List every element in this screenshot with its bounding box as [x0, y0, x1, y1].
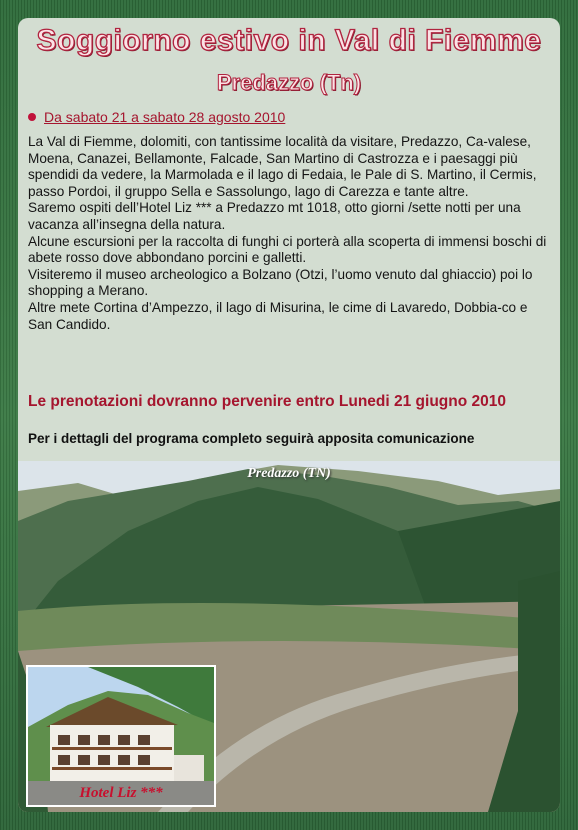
hotel-inset-photo [26, 665, 216, 807]
paragraph: Alcune escursioni per la raccolta di funghi ci porterà alla scoperta di immensi boschi di abete rosso dove abbondano porcini e galletti. [28, 233, 547, 266]
booking-deadline: Le prenotazioni dovranno pervenire entro Lunedi 21 giugno 2010 [28, 393, 506, 410]
hotel-caption: Hotel Liz *** [79, 785, 163, 801]
date-text: Da sabato 21 a sabato 28 agosto 2010 [44, 109, 286, 125]
paragraph: Saremo ospiti dell’Hotel Liz *** a Predazzo mt 1018, otto giorni /sette notti per una vacanza all’insegna della natura. [28, 200, 521, 232]
bullet-icon [28, 113, 36, 121]
flyer-panel [18, 18, 560, 812]
page-subtitle: Predazzo (Tn) [216, 70, 362, 95]
date-line [28, 109, 285, 125]
photo-caption: Predazzo (TN) [247, 466, 331, 481]
paragraph: Altre mete Cortina d’Ampezzo, il lago di Misurina, le cime di Lavaredo, Dobbia-co e San Candido. [28, 299, 528, 332]
paragraph: La Val di Fiemme, dolomiti, con tantissime località da visitare, Predazzo, Ca-valese, Moena, Canazei, Bellamonte, Falcade, San Martino di Castrozza e i paesaggi più spendidi da vedere, la Marmolada e il lago di Fedaia, le Pale di S. Martino, il Cermis, passo Pordoi, il gruppo Sella e Sassolungo, lago di Carezza e tante altre. [28, 134, 537, 199]
program-note: Per i dettagli del programa completo seguirà apposita comunicazione [28, 431, 475, 446]
description-text [28, 134, 552, 333]
page-title: Soggiorno estivo in Val di Fiemme [36, 24, 542, 57]
paragraph: Visiteremo il museo archeologico a Bolzano (Otzi, l’uomo venuto dal ghiaccio) poi lo shopping a Merano. [28, 266, 533, 299]
valley-photo [18, 461, 560, 812]
